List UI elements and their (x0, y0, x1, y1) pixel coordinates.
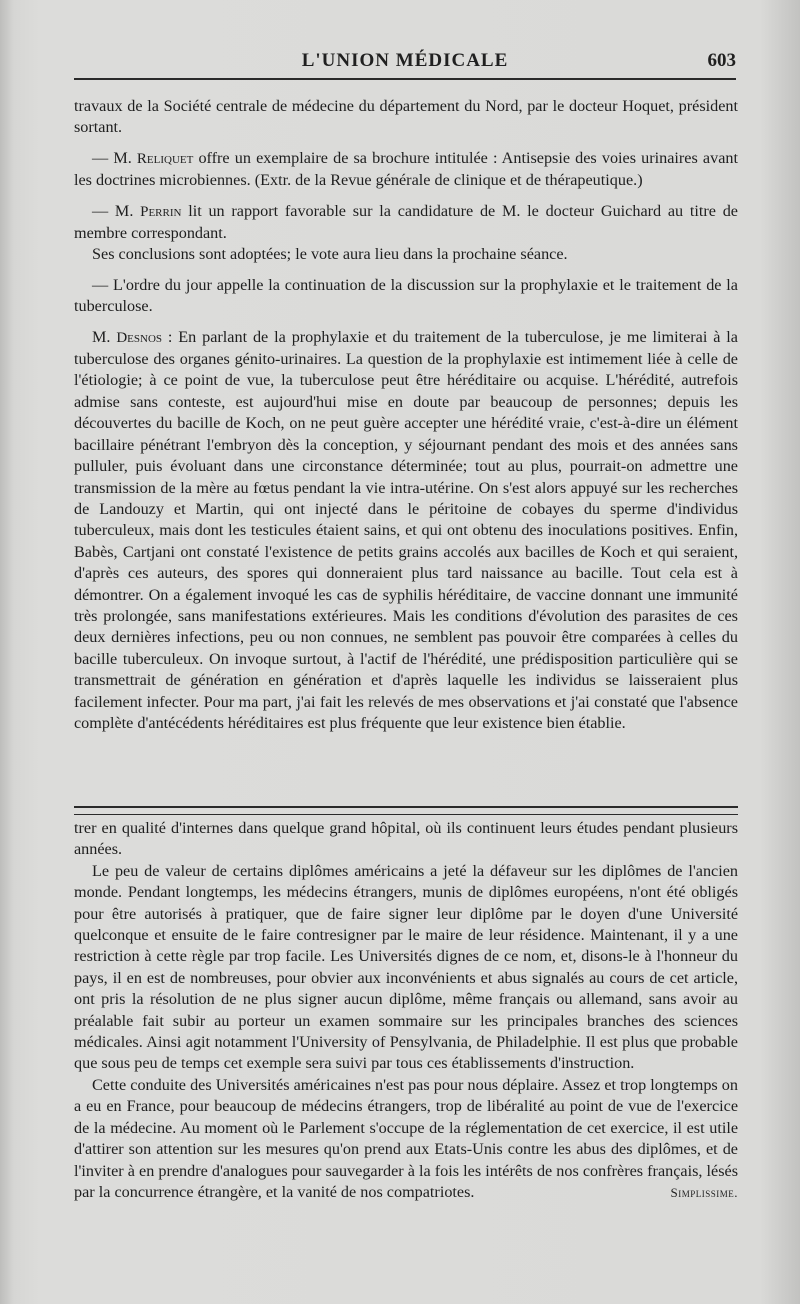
paragraph: — M. Reliquet offre un exemplaire de sa brochure intitulée : Antisepsie des voies urinaires avant les doctrines microbiennes. (Extr. de la Revue générale de clinique et de thérapeutique.) (74, 148, 738, 190)
paragraph: Ses conclusions sont adoptées; le vote aura lieu dans la prochaine séance. (92, 245, 568, 264)
paragraph: M. Desnos : En parlant de la prophylaxie et du traitement de la tuberculose, je me limiterai à la tuberculose des organes génito-urinaires. La question de la prophylaxie est intimement liée à celle de l'étiologie; à ce point de vue, la tuberculose peut être héréditaire ou acquise. L'hérédité, autrefois admise sans conteste, est aujourd'hui mise en doute par beaucoup de personnes; depuis les découvertes du bacille de Koch, on ne peut guère accepter une hérédité vraie, c'est-à-dire un élément bacillaire pénétrant l'embryon dès la conception, y séjournant pendant des mois et des années sans pulluler, puis évoluant dans une circonstance déterminée; tout au plus, pourrait-on admettre une transmission de la mère au fœtus pendant la vie intra-utérine. On s'est alors appuyé sur les recherches de Landouzy et Martin, qui ont injecté dans le péritoine de cobayes du sperme d'individus tuberculeux, mais dont les testicules étaient sains, et qui ont obtenu des inoculations positives. Enfin, Babès, Cartjani ont constaté l'existence de petits grains accolés aux bacilles de Koch et qui seraient, d'après ces auteurs, des spores qui donneraient plus tard naissance au bacille. Tout cela est à démontrer. On a également invoqué les cas de syphilis héréditaire, de vaccine donnant une immunité très prolongée, sans manifestations extérieures. Mais les conditions d'évolution des parasites de ces deux dernières infections, peu ou non connues, ne semblent pas pouvoir être comparées à celles du bacille tuberculeux. On invoque surtout, à l'actif de l'hérédité, une prédisposition particulière qui se transmettrait de génération en génération et d'après laquelle les individus se laisseraient plus facilement infecter. Pour ma part, j'ai fait les relevés de mes observations et j'ai constaté que l'absence complète d'antécédents héréditaires est plus fréquente que leur existence bien établie. (74, 327, 738, 732)
upper-article (74, 96, 738, 734)
lower-article (74, 818, 738, 1203)
author-signature: Simplissime. (670, 1184, 738, 1200)
page-number: 603 (707, 50, 736, 71)
paragraph: — M. Perrin lit un rapport favorable sur la candidature de M. le docteur Guichard au titre de membre correspondant. (74, 201, 738, 243)
paragraph: Le peu de valeur de certains diplômes américains a jeté la défaveur sur les diplômes de l'ancien monde. Pendant longtemps, les médecins étrangers, munis de diplômes européens, n'ont été obligés pour être autorisés à pratiquer, que de faire signer leur diplôme par le doyen d'une Université quelconque et ensuite de le faire contresigner par le maire de leur résidence. Maintenant, il y a une restriction à cette règle par trop facile. Les Universités dignes de ce nom, et, disons-le à l'honneur du pays, il en est de nombreuses, pour obvier aux inconvénients et abus signalés au cours de cet article, ont pris la résolution de ne plus signer aucun diplôme, même français ou allemand, sans avoir au préalable fait subir au porteur un examen sommaire sur les principales branches des sciences médicales. Ainsi agit notamment l'University of Pensylvania, de Philadelphie. Il est plus que probable que sous peu de temps cet exemple sera suivi par tous ces établissements d'instruction. (74, 861, 738, 1073)
speaker-name: Reliquet (136, 150, 194, 167)
speaker-name: Perrin (140, 203, 182, 220)
running-title: L'UNION MÉDICALE (301, 50, 509, 71)
paragraph: Cette conduite des Universités américaines n'est pas pour nous déplaire. Assez et trop longtemps on a eu en France, pour beaucoup de médecins étrangers, trop de libéralité au point de vue de l'exercice de la médecine. Au moment où le Parlement s'occupe de la réglementation de cet exercice, il est utile d'attirer son attention sur les mesures qu'on prend aux Etats-Unis contre les abus des diplômes, et de l'inviter à en prendre d'analogues pour sauvegarder à la fois les intérêts de nos confrères français, lésés par la concurrence étrangère, et la vanité de nos compatriotes. Simplissime. (74, 1075, 738, 1203)
section-divider (74, 806, 738, 815)
paragraph: — L'ordre du jour appelle la continuation de la discussion sur la prophylaxie et le traitement de la tuberculose. (74, 275, 738, 316)
paragraph: travaux de la Société centrale de médecine du département du Nord, par le docteur Hoquet, président sortant. (74, 97, 738, 137)
speaker-name: Desnos (116, 329, 163, 346)
paragraph: trer en qualité d'internes dans quelque grand hôpital, où ils continuent leurs études pendant plusieurs années. (74, 819, 738, 859)
page-header (74, 48, 736, 80)
